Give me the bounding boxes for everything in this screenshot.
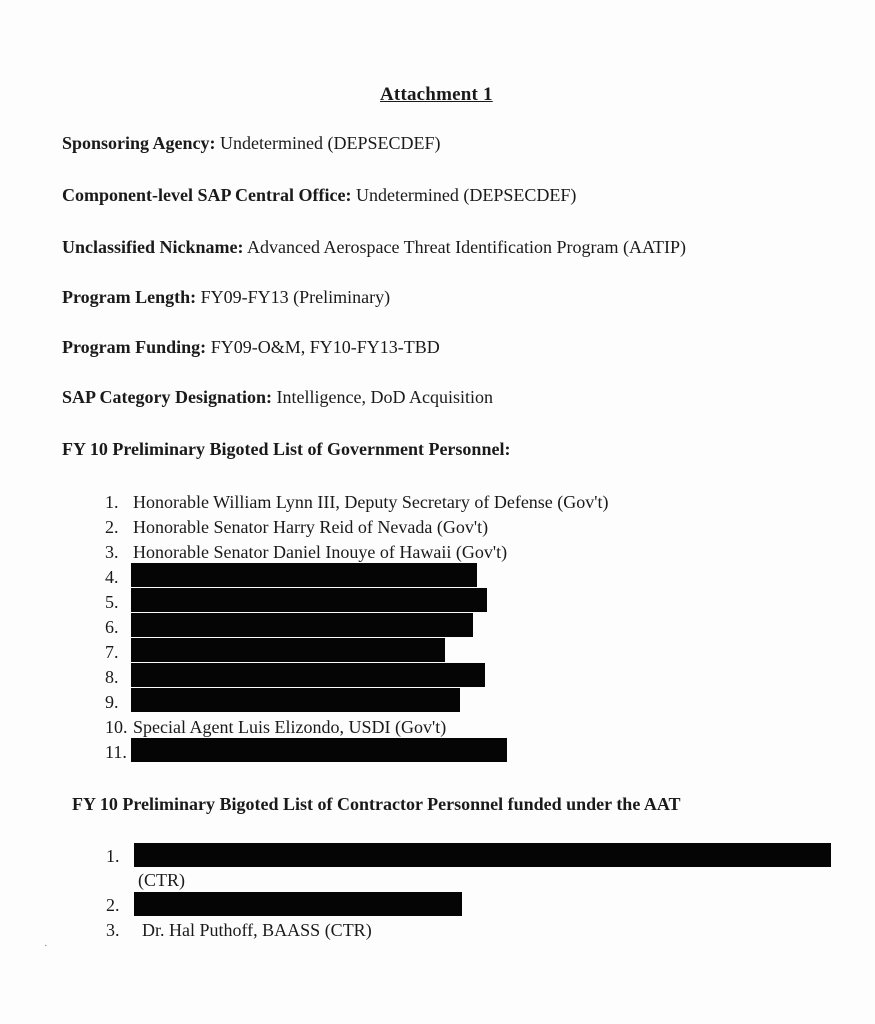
list-number: 4. [105, 567, 119, 587]
field-label: Program Funding: [62, 337, 207, 357]
list-number: 6. [105, 617, 119, 637]
list-text: Honorable William Lynn III, Deputy Secretary of Defense (Gov't) [133, 492, 609, 512]
list-item [105, 592, 119, 612]
field-value: Advanced Aerospace Threat Identification Program (AATIP) [243, 237, 687, 257]
redaction-bar [134, 892, 462, 916]
list-number: 11. [105, 742, 127, 762]
field-sponsoring-agency [62, 133, 441, 154]
field-label: Component-level SAP Central Office: [62, 185, 352, 205]
list-number: 3. [106, 920, 120, 940]
redaction-bar [131, 688, 460, 712]
list-item [105, 717, 446, 737]
field-label: Sponsoring Agency: [62, 133, 216, 153]
scan-speck: · [44, 940, 48, 952]
field-unclassified-nickname [62, 237, 686, 258]
list-item [105, 542, 507, 562]
list-number: 2. [106, 895, 120, 915]
list-item [105, 617, 119, 637]
list-item [106, 846, 120, 866]
redaction-bar [131, 588, 487, 612]
contractor-list-heading: FY 10 Preliminary Bigoted List of Contractor Personnel funded under the AAT [72, 794, 681, 814]
redaction-bar [131, 738, 507, 762]
list-number: 1. [105, 492, 119, 512]
ctr-suffix: (CTR) [138, 870, 185, 890]
field-label: SAP Category Designation: [62, 387, 272, 407]
list-text: Honorable Senator Daniel Inouye of Hawaii (Gov't) [133, 542, 508, 562]
list-text: Special Agent Luis Elizondo, USDI (Gov't) [133, 717, 447, 737]
list-item [105, 517, 488, 537]
list-item [106, 920, 372, 940]
field-label: Unclassified Nickname: [62, 237, 244, 257]
list-number: 10. [105, 717, 128, 737]
list-number: 5. [105, 592, 119, 612]
list-item [105, 667, 119, 687]
list-item [105, 742, 127, 762]
list-number: 7. [105, 642, 119, 662]
field-program-length [62, 287, 390, 308]
field-value: FY09-FY13 (Preliminary) [196, 287, 391, 307]
field-program-funding [62, 337, 440, 358]
list-item [105, 492, 609, 512]
list-item [106, 895, 120, 915]
field-value: Intelligence, DoD Acquisition [272, 387, 493, 407]
redaction-bar [131, 638, 445, 662]
list-number: 8. [105, 667, 119, 687]
list-item [105, 692, 119, 712]
field-sap-category [62, 387, 493, 408]
field-value: Undetermined (DEPSECDEF) [215, 133, 441, 153]
field-value: FY09-O&M, FY10-FY13-TBD [206, 337, 440, 357]
redaction-bar [131, 563, 477, 587]
list-text: Dr. Hal Puthoff, BAASS (CTR) [142, 920, 372, 940]
redaction-bar [131, 663, 485, 687]
list-text: Honorable Senator Harry Reid of Nevada (Gov't) [133, 517, 489, 537]
redaction-bar [134, 843, 831, 867]
list-number: 1. [106, 846, 120, 866]
list-number: 3. [105, 542, 119, 562]
field-label: Program Length: [62, 287, 197, 307]
list-item [105, 642, 119, 662]
government-list-heading: FY 10 Preliminary Bigoted List of Government Personnel: [62, 439, 511, 459]
page-title: Attachment 1 [380, 84, 493, 105]
field-value: Undetermined (DEPSECDEF) [351, 185, 577, 205]
list-number: 9. [105, 692, 119, 712]
list-number: 2. [105, 517, 119, 537]
list-item [105, 567, 119, 587]
redaction-bar [131, 613, 473, 637]
field-component-level-sap [62, 185, 576, 206]
